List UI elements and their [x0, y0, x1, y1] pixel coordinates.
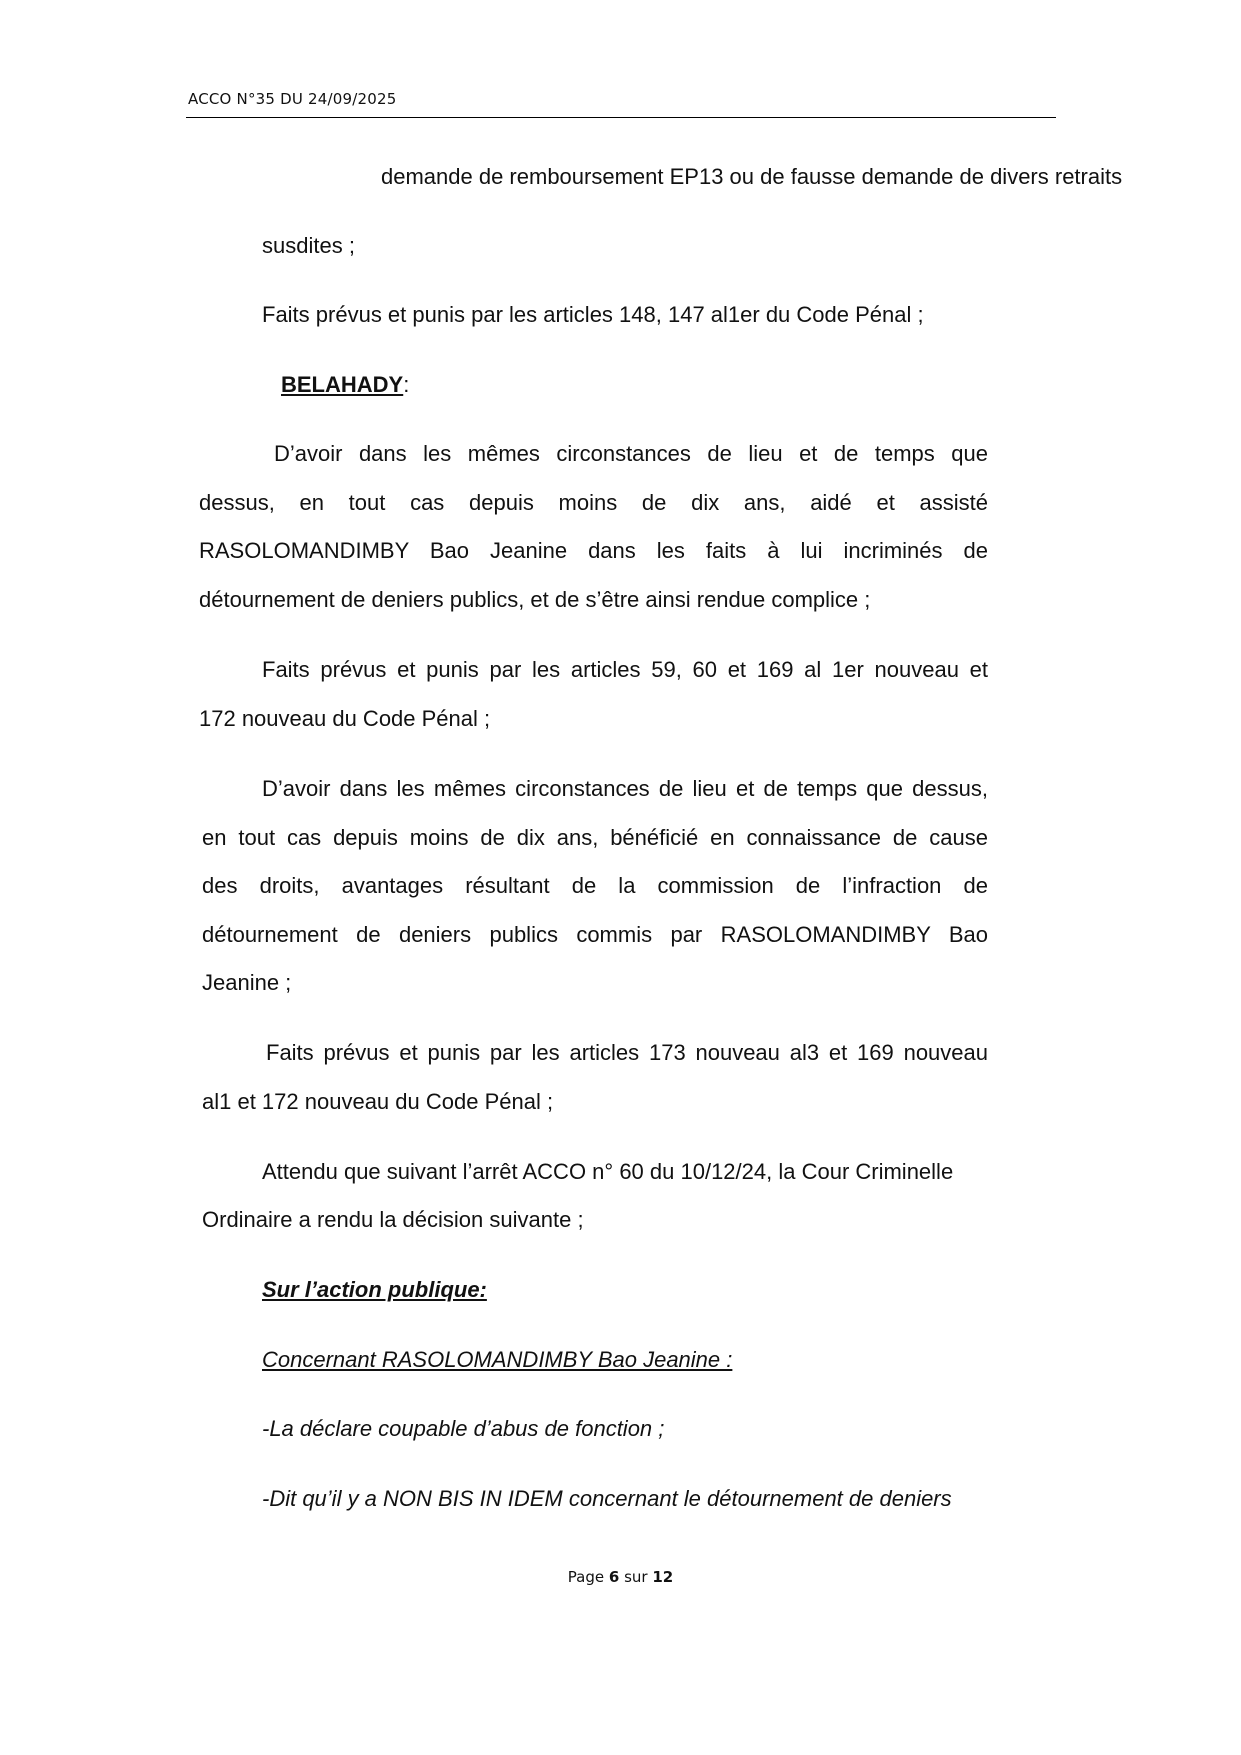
paragraph-line: Faits prévus et punis par les articles 173 nouveau al3 et 169 nouveau — [266, 1040, 988, 1065]
paragraph-line: des droits, avantages résultant de la commission de l’infraction de — [202, 873, 988, 898]
document-header: ACCO N°35 DU 24/09/2025 — [188, 90, 397, 108]
page-total: 12 — [652, 1568, 674, 1586]
section-heading: Sur l’action publique: — [262, 1277, 487, 1302]
decision-line: -La déclare coupable d’abus de fonction ; — [262, 1416, 665, 1441]
page-number: 6 — [608, 1568, 620, 1586]
of-word: sur — [624, 1568, 648, 1586]
decision-line: -Dit qu’il y a NON BIS IN IDEM concernant le détournement de deniers — [262, 1486, 952, 1511]
page-footer — [0, 1568, 1241, 1586]
paragraph-line: dessus, en tout cas depuis moins de dix ans, aidé et assisté — [199, 490, 988, 515]
paragraph-line: Faits prévus et punis par les articles 59, 60 et 169 al 1er nouveau et — [262, 657, 988, 682]
body-line: Faits prévus et punis par les articles 148, 147 al1er du Code Pénal ; — [262, 302, 924, 327]
paragraph-line: Attendu que suivant l’arrêt ACCO n° 60 du 10/12/24, la Cour Criminelle — [262, 1159, 954, 1184]
paragraph-line: détournement de deniers publics commis par RASOLOMANDIMBY Bao — [202, 922, 988, 947]
paragraph-line: D’avoir dans les mêmes circonstances de lieu et de temps que — [274, 441, 988, 466]
paragraph-line: 172 nouveau du Code Pénal ; — [199, 706, 491, 731]
paragraph-line: al1 et 172 nouveau du Code Pénal ; — [202, 1089, 554, 1114]
paragraph-line: Ordinaire a rendu la décision suivante ; — [202, 1207, 584, 1232]
page-word: Page — [567, 1568, 605, 1586]
paragraph-line: détournement de deniers publics, et de s’être ainsi rendue complice ; — [199, 587, 871, 612]
body-line: demande de remboursement EP13 ou de fausse demande de divers retraits — [381, 164, 1123, 189]
paragraph-line: Jeanine ; — [202, 970, 292, 995]
paragraph-line: RASOLOMANDIMBY Bao Jeanine dans les faits à lui incriminés de — [199, 538, 988, 563]
accused-colon: : — [403, 372, 410, 397]
paragraph-line: D’avoir dans les mêmes circonstances de lieu et de temps que dessus, — [262, 776, 988, 801]
body-line: susdites ; — [262, 233, 355, 258]
paragraph-line: en tout cas depuis moins de dix ans, bénéficié en connaissance de cause — [202, 825, 988, 850]
accused-name: BELAHADY — [281, 372, 404, 397]
accused-heading — [281, 372, 409, 398]
header-rule — [186, 117, 1056, 118]
subsection-heading: Concernant RASOLOMANDIMBY Bao Jeanine : — [262, 1347, 733, 1372]
